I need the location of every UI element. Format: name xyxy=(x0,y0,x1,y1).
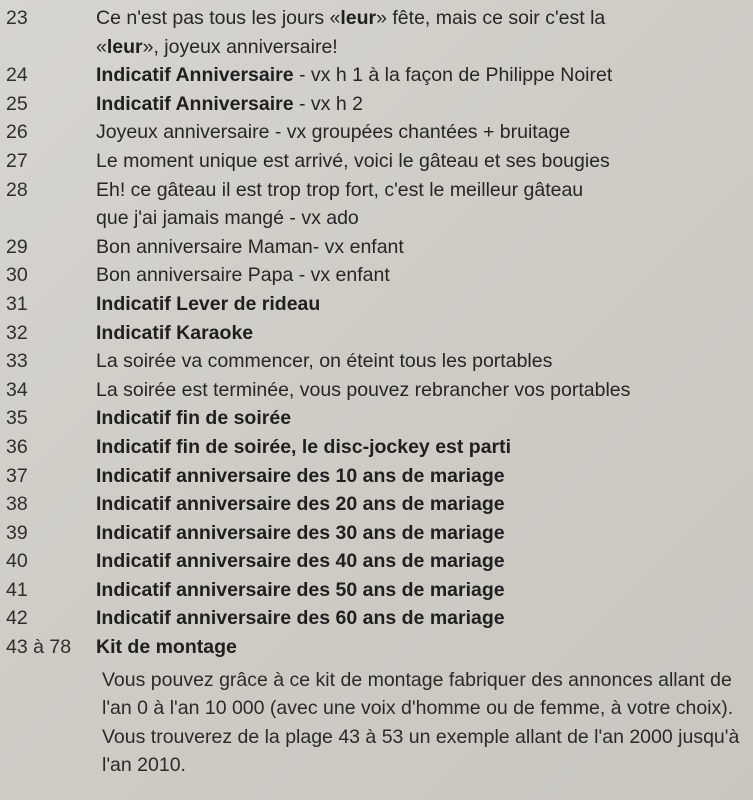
track-title-bold-text: Indicatif fin de soirée xyxy=(96,407,292,430)
track-title-text: Eh! ce gâteau il est trop trop fort, c'est le meilleur gâteau xyxy=(96,178,584,201)
track-title-bold-text: Indicatif Karaoke xyxy=(96,321,254,344)
track-title-line xyxy=(96,261,753,290)
track-title xyxy=(93,4,753,61)
track-title xyxy=(93,118,753,147)
track-number: 35 xyxy=(6,407,28,430)
track-title-line xyxy=(96,604,753,633)
track-row xyxy=(0,376,753,405)
track-number: 25 xyxy=(6,92,28,115)
track-number: 39 xyxy=(6,521,28,544)
track-row xyxy=(0,61,753,90)
track-title xyxy=(93,347,753,376)
track-row xyxy=(0,147,753,176)
track-title xyxy=(93,90,753,119)
track-row xyxy=(0,547,753,576)
track-title-text: « xyxy=(96,35,107,58)
kit-entry xyxy=(0,633,753,780)
track-title-line xyxy=(96,61,753,90)
track-title-text: Bon anniversaire Maman- vx enfant xyxy=(96,235,404,258)
track-title xyxy=(93,604,753,633)
track-title-line xyxy=(96,4,753,33)
track-number: 40 xyxy=(6,550,28,573)
track-title-text: La soirée va commencer, on éteint tous les portables xyxy=(96,350,553,373)
track-title-line xyxy=(96,290,753,319)
track-row xyxy=(0,4,753,61)
track-title xyxy=(93,576,753,605)
track-title-line xyxy=(96,547,753,576)
kit-description: Vous pouvez grâce à ce kit de montage fabriquer des annonces allant de l'an 0 à l'an 10 000 (avec une voix d'homme ou de femme, à votre choix). Vous trouverez de la plage 43 à 53 un exemple allant de l'an 2000 jusqu'à l'an 2010. xyxy=(102,668,740,777)
track-title-line xyxy=(96,319,753,348)
track-number: 24 xyxy=(6,64,28,87)
track-title-bold-text: leur xyxy=(340,7,377,29)
kit-body xyxy=(93,633,753,780)
track-title-bold-text: Indicatif anniversaire des 60 ans de mariage xyxy=(96,607,505,630)
track-title xyxy=(93,290,753,319)
track-row xyxy=(0,604,753,633)
track-title-text: - vx h 1 à la façon de Philippe Noiret xyxy=(293,64,613,87)
track-title xyxy=(93,462,753,491)
track-title xyxy=(93,233,753,262)
track-title-line xyxy=(96,204,753,233)
track-title-line xyxy=(96,519,753,548)
track-title-bold-text: Indicatif fin de soirée, le disc-jockey est parti xyxy=(96,435,512,458)
track-title-text: Ce n'est pas tous les jours « xyxy=(96,7,341,29)
track-row xyxy=(0,319,753,348)
track-number: 38 xyxy=(6,493,28,516)
track-title-line xyxy=(96,176,753,205)
track-title-line xyxy=(96,33,753,62)
track-number: 30 xyxy=(6,264,28,287)
track-title xyxy=(93,519,753,548)
track-title xyxy=(93,376,753,405)
track-number: 33 xyxy=(6,350,28,373)
track-title-bold-text: Indicatif Lever de rideau xyxy=(96,292,321,315)
track-row xyxy=(0,404,753,433)
track-title-line xyxy=(96,376,753,405)
track-title-line xyxy=(96,118,753,147)
track-row xyxy=(0,433,753,462)
track-number: 34 xyxy=(6,378,28,401)
track-row xyxy=(0,261,753,290)
track-number: 26 xyxy=(6,121,28,144)
track-row xyxy=(0,576,753,605)
track-title xyxy=(93,261,753,290)
track-list xyxy=(0,4,753,780)
track-row xyxy=(0,519,753,548)
track-number: 43 à 78 xyxy=(6,636,72,659)
track-row xyxy=(0,176,753,233)
track-title-line xyxy=(96,347,753,376)
track-number: 29 xyxy=(6,235,28,258)
track-title-line xyxy=(96,90,753,119)
track-row xyxy=(0,233,753,262)
track-title-text: Bon anniversaire Papa - vx enfant xyxy=(96,264,390,287)
kit-title: Kit de montage xyxy=(96,636,237,659)
track-title-bold-text: Indicatif anniversaire des 30 ans de mariage xyxy=(96,521,505,544)
track-title xyxy=(93,433,753,462)
track-title-line xyxy=(96,576,753,605)
track-title xyxy=(93,404,753,433)
track-row xyxy=(0,490,753,519)
track-title xyxy=(93,547,753,576)
track-title-bold-text: leur xyxy=(106,35,143,58)
track-title-bold-text: Indicatif anniversaire des 10 ans de mariage xyxy=(96,464,505,487)
track-title-text: - vx h 2 xyxy=(293,92,363,115)
track-number: 37 xyxy=(6,464,28,487)
track-title-text: La soirée est terminée, vous pouvez rebrancher vos portables xyxy=(96,378,631,401)
track-row xyxy=(0,118,753,147)
track-title-bold-text: Indicatif anniversaire des 20 ans de mariage xyxy=(96,493,505,516)
track-number: 23 xyxy=(6,7,28,29)
track-number: 32 xyxy=(6,321,28,344)
track-row xyxy=(0,290,753,319)
track-number: 31 xyxy=(6,292,28,315)
track-title-text: » fête, mais ce soir c'est la xyxy=(376,7,606,29)
track-title-bold-text: Indicatif anniversaire des 40 ans de mariage xyxy=(96,550,505,573)
track-title xyxy=(93,319,753,348)
track-title-text: que j'ai jamais mangé - vx ado xyxy=(96,207,359,230)
track-title xyxy=(93,61,753,90)
track-row xyxy=(0,90,753,119)
track-title-line xyxy=(96,233,753,262)
track-title xyxy=(93,176,753,233)
track-title-text: », joyeux anniversaire! xyxy=(142,35,338,58)
track-title-bold-text: Indicatif anniversaire des 50 ans de mariage xyxy=(96,578,505,601)
track-title-line xyxy=(96,147,753,176)
track-title-line xyxy=(96,462,753,491)
track-number: 28 xyxy=(6,178,28,201)
track-number: 42 xyxy=(6,607,28,630)
track-title xyxy=(93,490,753,519)
track-title-line xyxy=(96,490,753,519)
track-title-bold-text: Indicatif Anniversaire xyxy=(96,92,294,115)
track-number: 27 xyxy=(6,149,28,172)
track-number: 36 xyxy=(6,435,28,458)
track-row xyxy=(0,347,753,376)
track-row xyxy=(0,462,753,491)
track-title-text: Joyeux anniversaire - vx groupées chantées + bruitage xyxy=(96,121,571,144)
track-number: 41 xyxy=(6,578,28,601)
track-title-bold-text: Indicatif Anniversaire xyxy=(96,64,294,87)
track-title xyxy=(93,147,753,176)
track-title-line xyxy=(96,433,753,462)
track-title-text: Le moment unique est arrivé, voici le gâteau et ses bougies xyxy=(96,149,610,172)
track-title-line xyxy=(96,404,753,433)
